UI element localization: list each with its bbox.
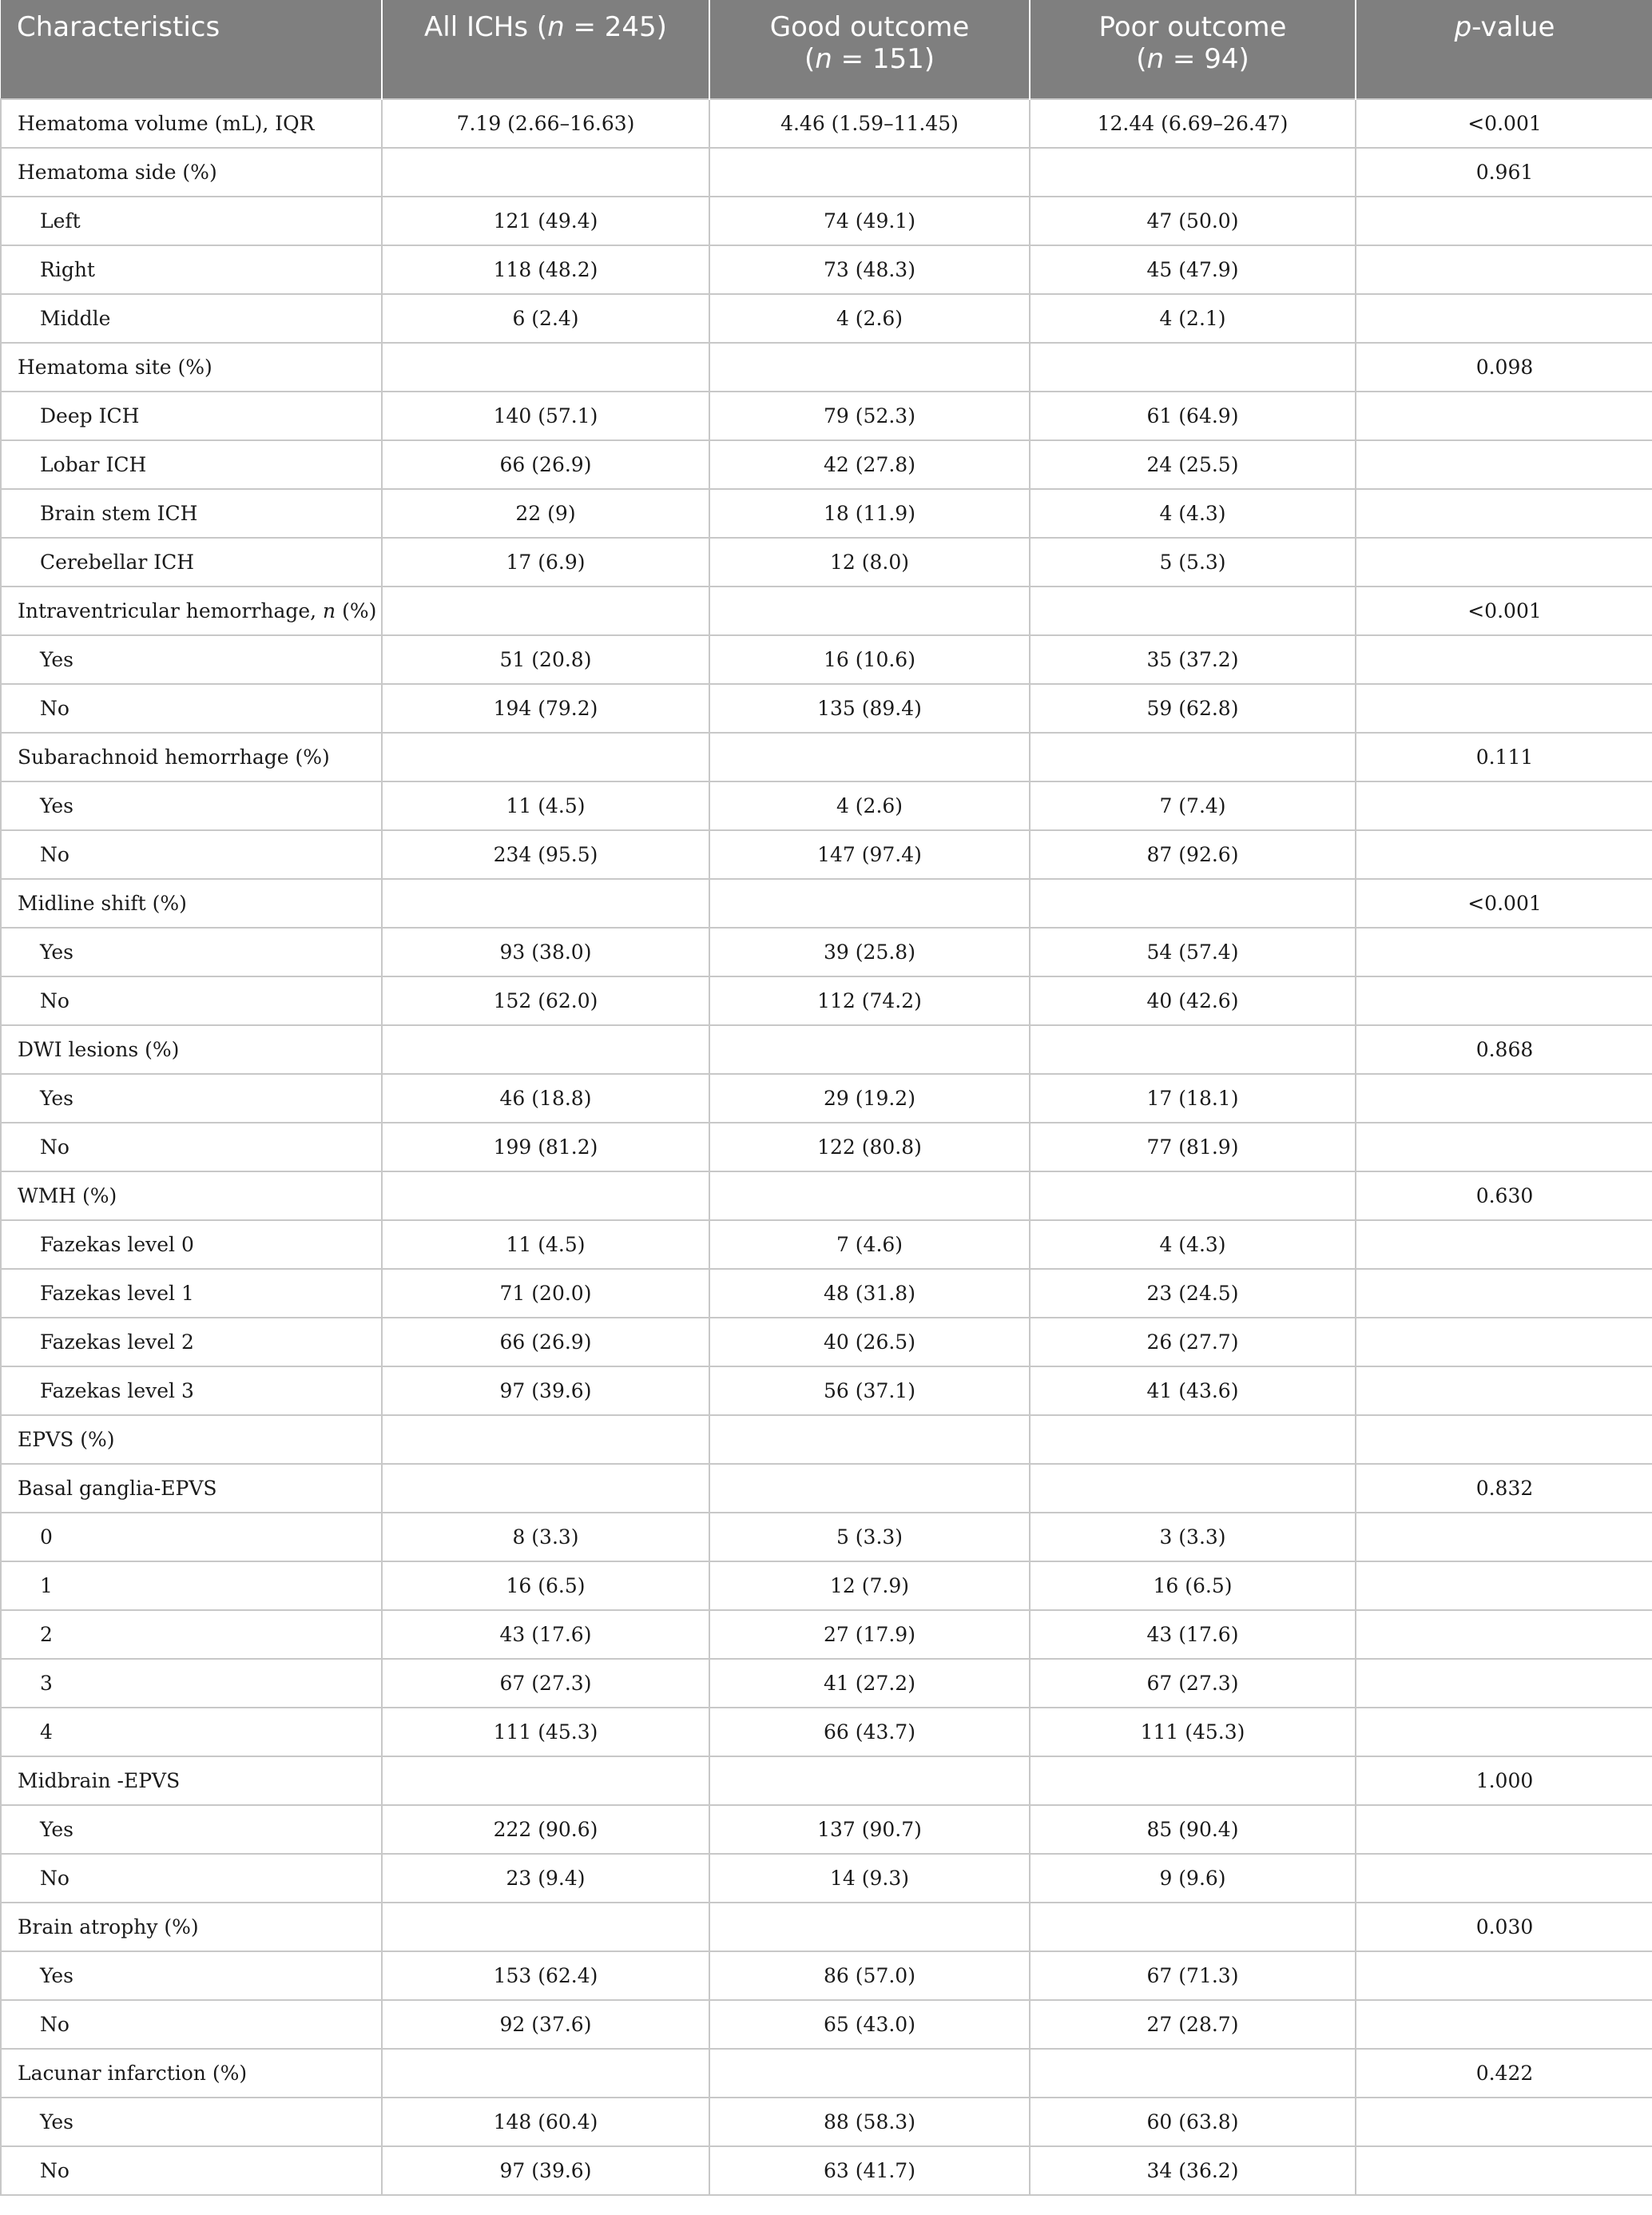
cell-poor-outcome: 111 (45.3) bbox=[1030, 1708, 1356, 1756]
cell-good-outcome: 63 (41.7) bbox=[709, 2146, 1030, 2195]
table-row bbox=[1, 148, 1652, 197]
table-row bbox=[1, 1903, 1652, 1951]
cell-all-ichs: 7.19 (2.66–16.63) bbox=[382, 99, 709, 148]
cell-all-ichs: 118 (48.2) bbox=[382, 245, 709, 294]
cell-p-value bbox=[1356, 538, 1652, 587]
cell-p-value bbox=[1356, 976, 1652, 1025]
cell-all-ichs bbox=[382, 1415, 709, 1464]
cell-p-value bbox=[1356, 245, 1652, 294]
cell-poor-outcome: 67 (71.3) bbox=[1030, 1951, 1356, 2000]
cell-poor-outcome: 85 (90.4) bbox=[1030, 1805, 1356, 1854]
cell-good-outcome: 12 (7.9) bbox=[709, 1561, 1030, 1610]
cell-p-value bbox=[1356, 197, 1652, 245]
cell-good-outcome bbox=[709, 1464, 1030, 1513]
cell-all-ichs: 153 (62.4) bbox=[382, 1951, 709, 2000]
cell-good-outcome: 122 (80.8) bbox=[709, 1123, 1030, 1171]
row-label: Lacunar infarction (%) bbox=[1, 2049, 382, 2098]
table-row bbox=[1, 1171, 1652, 1220]
row-label: Fazekas level 2 bbox=[1, 1318, 382, 1366]
cell-poor-outcome bbox=[1030, 343, 1356, 392]
cell-all-ichs bbox=[382, 1903, 709, 1951]
table-row bbox=[1, 635, 1652, 684]
row-label: Right bbox=[1, 245, 382, 294]
table-row bbox=[1, 1513, 1652, 1561]
cell-p-value: 0.098 bbox=[1356, 343, 1652, 392]
cell-all-ichs: 199 (81.2) bbox=[382, 1123, 709, 1171]
table-row bbox=[1, 976, 1652, 1025]
cell-good-outcome bbox=[709, 1171, 1030, 1220]
cell-good-outcome bbox=[709, 1415, 1030, 1464]
cell-poor-outcome: 12.44 (6.69–26.47) bbox=[1030, 99, 1356, 148]
cell-poor-outcome bbox=[1030, 2049, 1356, 2098]
cell-all-ichs: 6 (2.4) bbox=[382, 294, 709, 343]
cell-p-value: 0.422 bbox=[1356, 2049, 1652, 2098]
cell-good-outcome: 86 (57.0) bbox=[709, 1951, 1030, 2000]
cell-all-ichs bbox=[382, 733, 709, 781]
cell-poor-outcome bbox=[1030, 1171, 1356, 1220]
table-row bbox=[1, 733, 1652, 781]
cell-good-outcome: 18 (11.9) bbox=[709, 489, 1030, 538]
header-all-ichs: All ICHs (n = 245) bbox=[382, 0, 709, 99]
row-label: Yes bbox=[1, 1074, 382, 1123]
cell-p-value bbox=[1356, 684, 1652, 733]
cell-good-outcome: 42 (27.8) bbox=[709, 440, 1030, 489]
cell-good-outcome: 29 (19.2) bbox=[709, 1074, 1030, 1123]
cell-p-value bbox=[1356, 928, 1652, 976]
table-row bbox=[1, 2000, 1652, 2049]
cell-poor-outcome: 67 (27.3) bbox=[1030, 1659, 1356, 1708]
cell-good-outcome: 14 (9.3) bbox=[709, 1854, 1030, 1903]
cell-all-ichs bbox=[382, 2049, 709, 2098]
cell-all-ichs: 46 (18.8) bbox=[382, 1074, 709, 1123]
cell-good-outcome: 16 (10.6) bbox=[709, 635, 1030, 684]
table-row bbox=[1, 1318, 1652, 1366]
table-row bbox=[1, 2049, 1652, 2098]
cell-all-ichs: 11 (4.5) bbox=[382, 1220, 709, 1269]
cell-p-value bbox=[1356, 294, 1652, 343]
cell-poor-outcome: 4 (4.3) bbox=[1030, 1220, 1356, 1269]
row-label: Brain stem ICH bbox=[1, 489, 382, 538]
cell-good-outcome: 66 (43.7) bbox=[709, 1708, 1030, 1756]
header-p-value: p-value bbox=[1356, 0, 1652, 99]
header-row bbox=[1, 0, 1652, 99]
cell-all-ichs: 148 (60.4) bbox=[382, 2098, 709, 2146]
cell-good-outcome: 40 (26.5) bbox=[709, 1318, 1030, 1366]
table-header bbox=[1, 0, 1652, 99]
cell-all-ichs: 140 (57.1) bbox=[382, 392, 709, 440]
row-label: Cerebellar ICH bbox=[1, 538, 382, 587]
cell-p-value bbox=[1356, 1805, 1652, 1854]
table-row bbox=[1, 1269, 1652, 1318]
cell-all-ichs: 97 (39.6) bbox=[382, 2146, 709, 2195]
table-row bbox=[1, 1659, 1652, 1708]
row-label: Intraventricular hemorrhage, n (%) bbox=[1, 587, 382, 635]
cell-poor-outcome: 4 (2.1) bbox=[1030, 294, 1356, 343]
cell-all-ichs: 67 (27.3) bbox=[382, 1659, 709, 1708]
row-label: EPVS (%) bbox=[1, 1415, 382, 1464]
cell-p-value bbox=[1356, 1708, 1652, 1756]
table-row bbox=[1, 1854, 1652, 1903]
row-label: 2 bbox=[1, 1610, 382, 1659]
cell-poor-outcome bbox=[1030, 1903, 1356, 1951]
cell-p-value bbox=[1356, 1220, 1652, 1269]
cell-poor-outcome: 34 (36.2) bbox=[1030, 2146, 1356, 2195]
cell-poor-outcome: 45 (47.9) bbox=[1030, 245, 1356, 294]
row-label: No bbox=[1, 2000, 382, 2049]
row-label: Midline shift (%) bbox=[1, 879, 382, 928]
row-label: Subarachnoid hemorrhage (%) bbox=[1, 733, 382, 781]
cell-poor-outcome: 27 (28.7) bbox=[1030, 2000, 1356, 2049]
table-row bbox=[1, 2146, 1652, 2195]
cell-poor-outcome bbox=[1030, 1025, 1356, 1074]
row-label: Yes bbox=[1, 1805, 382, 1854]
cell-good-outcome: 147 (97.4) bbox=[709, 830, 1030, 879]
row-label: No bbox=[1, 1854, 382, 1903]
cell-good-outcome: 12 (8.0) bbox=[709, 538, 1030, 587]
cell-p-value: 0.111 bbox=[1356, 733, 1652, 781]
table-row bbox=[1, 489, 1652, 538]
table-row bbox=[1, 928, 1652, 976]
cell-p-value: <0.001 bbox=[1356, 99, 1652, 148]
cell-good-outcome: 73 (48.3) bbox=[709, 245, 1030, 294]
header-characteristics bbox=[1, 0, 382, 99]
cell-all-ichs: 194 (79.2) bbox=[382, 684, 709, 733]
row-label: No bbox=[1, 684, 382, 733]
cell-p-value bbox=[1356, 635, 1652, 684]
cell-poor-outcome bbox=[1030, 587, 1356, 635]
cell-poor-outcome: 41 (43.6) bbox=[1030, 1366, 1356, 1415]
cell-poor-outcome: 5 (5.3) bbox=[1030, 538, 1356, 587]
cell-good-outcome: 41 (27.2) bbox=[709, 1659, 1030, 1708]
cell-all-ichs: 22 (9) bbox=[382, 489, 709, 538]
cell-poor-outcome: 60 (63.8) bbox=[1030, 2098, 1356, 2146]
table-row bbox=[1, 1123, 1652, 1171]
cell-all-ichs: 8 (3.3) bbox=[382, 1513, 709, 1561]
cell-p-value bbox=[1356, 489, 1652, 538]
row-label: Middle bbox=[1, 294, 382, 343]
cell-poor-outcome: 40 (42.6) bbox=[1030, 976, 1356, 1025]
cell-p-value bbox=[1356, 2098, 1652, 2146]
cell-all-ichs: 111 (45.3) bbox=[382, 1708, 709, 1756]
cell-all-ichs: 51 (20.8) bbox=[382, 635, 709, 684]
cell-all-ichs bbox=[382, 1171, 709, 1220]
cell-all-ichs bbox=[382, 879, 709, 928]
table-row bbox=[1, 1610, 1652, 1659]
cell-good-outcome: 88 (58.3) bbox=[709, 2098, 1030, 2146]
cell-poor-outcome: 17 (18.1) bbox=[1030, 1074, 1356, 1123]
cell-poor-outcome: 35 (37.2) bbox=[1030, 635, 1356, 684]
cell-good-outcome bbox=[709, 2049, 1030, 2098]
cell-all-ichs: 121 (49.4) bbox=[382, 197, 709, 245]
cell-p-value bbox=[1356, 1074, 1652, 1123]
cell-good-outcome: 74 (49.1) bbox=[709, 197, 1030, 245]
row-label: 4 bbox=[1, 1708, 382, 1756]
cell-poor-outcome: 43 (17.6) bbox=[1030, 1610, 1356, 1659]
cell-poor-outcome bbox=[1030, 148, 1356, 197]
cell-good-outcome: 27 (17.9) bbox=[709, 1610, 1030, 1659]
cell-all-ichs: 152 (62.0) bbox=[382, 976, 709, 1025]
cell-p-value bbox=[1356, 1951, 1652, 2000]
cell-p-value bbox=[1356, 830, 1652, 879]
cell-p-value bbox=[1356, 440, 1652, 489]
cell-all-ichs: 17 (6.9) bbox=[382, 538, 709, 587]
cell-p-value bbox=[1356, 781, 1652, 830]
cell-all-ichs: 222 (90.6) bbox=[382, 1805, 709, 1854]
cell-good-outcome: 39 (25.8) bbox=[709, 928, 1030, 976]
row-label: Fazekas level 3 bbox=[1, 1366, 382, 1415]
row-label: Yes bbox=[1, 2098, 382, 2146]
table-row bbox=[1, 392, 1652, 440]
cell-p-value bbox=[1356, 392, 1652, 440]
cell-p-value: 0.030 bbox=[1356, 1903, 1652, 1951]
cell-all-ichs: 97 (39.6) bbox=[382, 1366, 709, 1415]
cell-p-value bbox=[1356, 1513, 1652, 1561]
header-characteristics-text: Characteristics bbox=[17, 11, 220, 43]
row-label: 3 bbox=[1, 1659, 382, 1708]
cell-poor-outcome bbox=[1030, 1756, 1356, 1805]
cell-all-ichs: 43 (17.6) bbox=[382, 1610, 709, 1659]
cell-all-ichs bbox=[382, 148, 709, 197]
cell-poor-outcome bbox=[1030, 733, 1356, 781]
cell-all-ichs: 93 (38.0) bbox=[382, 928, 709, 976]
cell-good-outcome: 4 (2.6) bbox=[709, 781, 1030, 830]
table-row bbox=[1, 587, 1652, 635]
cell-all-ichs bbox=[382, 587, 709, 635]
cell-p-value bbox=[1356, 1318, 1652, 1366]
cell-poor-outcome: 61 (64.9) bbox=[1030, 392, 1356, 440]
cell-p-value: 0.630 bbox=[1356, 1171, 1652, 1220]
cell-p-value bbox=[1356, 1366, 1652, 1415]
cell-all-ichs: 16 (6.5) bbox=[382, 1561, 709, 1610]
cell-all-ichs: 234 (95.5) bbox=[382, 830, 709, 879]
cell-good-outcome: 5 (3.3) bbox=[709, 1513, 1030, 1561]
row-label: No bbox=[1, 976, 382, 1025]
row-label: No bbox=[1, 830, 382, 879]
row-label: Yes bbox=[1, 781, 382, 830]
header-good-outcome: Good outcome (n = 151) bbox=[709, 0, 1030, 99]
table-row bbox=[1, 197, 1652, 245]
row-label: Fazekas level 0 bbox=[1, 1220, 382, 1269]
row-label: WMH (%) bbox=[1, 1171, 382, 1220]
table-row bbox=[1, 830, 1652, 879]
cell-poor-outcome: 16 (6.5) bbox=[1030, 1561, 1356, 1610]
cell-p-value bbox=[1356, 1123, 1652, 1171]
cell-good-outcome bbox=[709, 587, 1030, 635]
table-row bbox=[1, 538, 1652, 587]
row-label: No bbox=[1, 2146, 382, 2195]
cell-poor-outcome: 9 (9.6) bbox=[1030, 1854, 1356, 1903]
row-label: Yes bbox=[1, 635, 382, 684]
cell-p-value bbox=[1356, 1854, 1652, 1903]
cell-good-outcome bbox=[709, 148, 1030, 197]
table-row bbox=[1, 1951, 1652, 2000]
cell-all-ichs bbox=[382, 1464, 709, 1513]
cell-poor-outcome: 59 (62.8) bbox=[1030, 684, 1356, 733]
cell-all-ichs: 66 (26.9) bbox=[382, 440, 709, 489]
cell-poor-outcome: 24 (25.5) bbox=[1030, 440, 1356, 489]
cell-good-outcome bbox=[709, 733, 1030, 781]
cell-p-value: 1.000 bbox=[1356, 1756, 1652, 1805]
table-row bbox=[1, 1415, 1652, 1464]
table-row bbox=[1, 2098, 1652, 2146]
row-label: 1 bbox=[1, 1561, 382, 1610]
cell-good-outcome bbox=[709, 1903, 1030, 1951]
cell-good-outcome: 79 (52.3) bbox=[709, 392, 1030, 440]
table-row bbox=[1, 294, 1652, 343]
cell-good-outcome bbox=[709, 343, 1030, 392]
cell-poor-outcome bbox=[1030, 1415, 1356, 1464]
cell-poor-outcome: 23 (24.5) bbox=[1030, 1269, 1356, 1318]
table-row bbox=[1, 684, 1652, 733]
table-row bbox=[1, 440, 1652, 489]
cell-all-ichs: 11 (4.5) bbox=[382, 781, 709, 830]
cell-all-ichs: 23 (9.4) bbox=[382, 1854, 709, 1903]
row-label: No bbox=[1, 1123, 382, 1171]
cell-good-outcome: 137 (90.7) bbox=[709, 1805, 1030, 1854]
table-row bbox=[1, 1464, 1652, 1513]
cell-p-value: <0.001 bbox=[1356, 587, 1652, 635]
cell-good-outcome: 65 (43.0) bbox=[709, 2000, 1030, 2049]
cell-p-value bbox=[1356, 2000, 1652, 2049]
cell-p-value: 0.961 bbox=[1356, 148, 1652, 197]
cell-good-outcome: 7 (4.6) bbox=[709, 1220, 1030, 1269]
row-label: Lobar ICH bbox=[1, 440, 382, 489]
cell-good-outcome: 112 (74.2) bbox=[709, 976, 1030, 1025]
table-row bbox=[1, 1220, 1652, 1269]
row-label: Left bbox=[1, 197, 382, 245]
cell-good-outcome: 48 (31.8) bbox=[709, 1269, 1030, 1318]
cell-poor-outcome: 7 (7.4) bbox=[1030, 781, 1356, 830]
row-label: Yes bbox=[1, 1951, 382, 2000]
cell-all-ichs bbox=[382, 343, 709, 392]
row-label: Brain atrophy (%) bbox=[1, 1903, 382, 1951]
cell-p-value bbox=[1356, 1659, 1652, 1708]
row-label: Fazekas level 1 bbox=[1, 1269, 382, 1318]
cell-good-outcome bbox=[709, 879, 1030, 928]
cell-p-value bbox=[1356, 1561, 1652, 1610]
cell-poor-outcome: 87 (92.6) bbox=[1030, 830, 1356, 879]
cell-p-value bbox=[1356, 2146, 1652, 2195]
cell-all-ichs bbox=[382, 1756, 709, 1805]
table-row bbox=[1, 879, 1652, 928]
cell-poor-outcome: 3 (3.3) bbox=[1030, 1513, 1356, 1561]
cell-all-ichs: 71 (20.0) bbox=[382, 1269, 709, 1318]
table-row bbox=[1, 1074, 1652, 1123]
cell-p-value bbox=[1356, 1415, 1652, 1464]
cell-poor-outcome: 4 (4.3) bbox=[1030, 489, 1356, 538]
table-row bbox=[1, 1805, 1652, 1854]
cell-good-outcome: 56 (37.1) bbox=[709, 1366, 1030, 1415]
row-label: Deep ICH bbox=[1, 392, 382, 440]
cell-poor-outcome bbox=[1030, 879, 1356, 928]
row-label: Yes bbox=[1, 928, 382, 976]
cell-poor-outcome: 47 (50.0) bbox=[1030, 197, 1356, 245]
cell-p-value bbox=[1356, 1610, 1652, 1659]
row-label: Hematoma site (%) bbox=[1, 343, 382, 392]
table-row bbox=[1, 245, 1652, 294]
cell-p-value: <0.001 bbox=[1356, 879, 1652, 928]
table-row bbox=[1, 1561, 1652, 1610]
cell-p-value: 0.832 bbox=[1356, 1464, 1652, 1513]
row-label: Hematoma volume (mL), IQR bbox=[1, 99, 382, 148]
row-label: 0 bbox=[1, 1513, 382, 1561]
row-label: Basal ganglia-EPVS bbox=[1, 1464, 382, 1513]
cell-all-ichs bbox=[382, 1025, 709, 1074]
cell-p-value bbox=[1356, 1269, 1652, 1318]
cell-poor-outcome: 54 (57.4) bbox=[1030, 928, 1356, 976]
table-row bbox=[1, 1756, 1652, 1805]
row-label: Midbrain -EPVS bbox=[1, 1756, 382, 1805]
row-label: Hematoma side (%) bbox=[1, 148, 382, 197]
header-poor-outcome: Poor outcome (n = 94) bbox=[1030, 0, 1356, 99]
cell-good-outcome: 4.46 (1.59–11.45) bbox=[709, 99, 1030, 148]
table-row bbox=[1, 1708, 1652, 1756]
table-row bbox=[1, 1366, 1652, 1415]
row-label: DWI lesions (%) bbox=[1, 1025, 382, 1074]
cell-good-outcome: 135 (89.4) bbox=[709, 684, 1030, 733]
cell-good-outcome bbox=[709, 1756, 1030, 1805]
cell-poor-outcome bbox=[1030, 1464, 1356, 1513]
cell-all-ichs: 66 (26.9) bbox=[382, 1318, 709, 1366]
table-row bbox=[1, 99, 1652, 148]
table-body bbox=[1, 99, 1652, 2195]
cell-poor-outcome: 77 (81.9) bbox=[1030, 1123, 1356, 1171]
cell-good-outcome bbox=[709, 1025, 1030, 1074]
cell-p-value: 0.868 bbox=[1356, 1025, 1652, 1074]
cell-poor-outcome: 26 (27.7) bbox=[1030, 1318, 1356, 1366]
cell-good-outcome: 4 (2.6) bbox=[709, 294, 1030, 343]
table-row bbox=[1, 343, 1652, 392]
cell-all-ichs: 92 (37.6) bbox=[382, 2000, 709, 2049]
table-row bbox=[1, 781, 1652, 830]
table-row bbox=[1, 1025, 1652, 1074]
